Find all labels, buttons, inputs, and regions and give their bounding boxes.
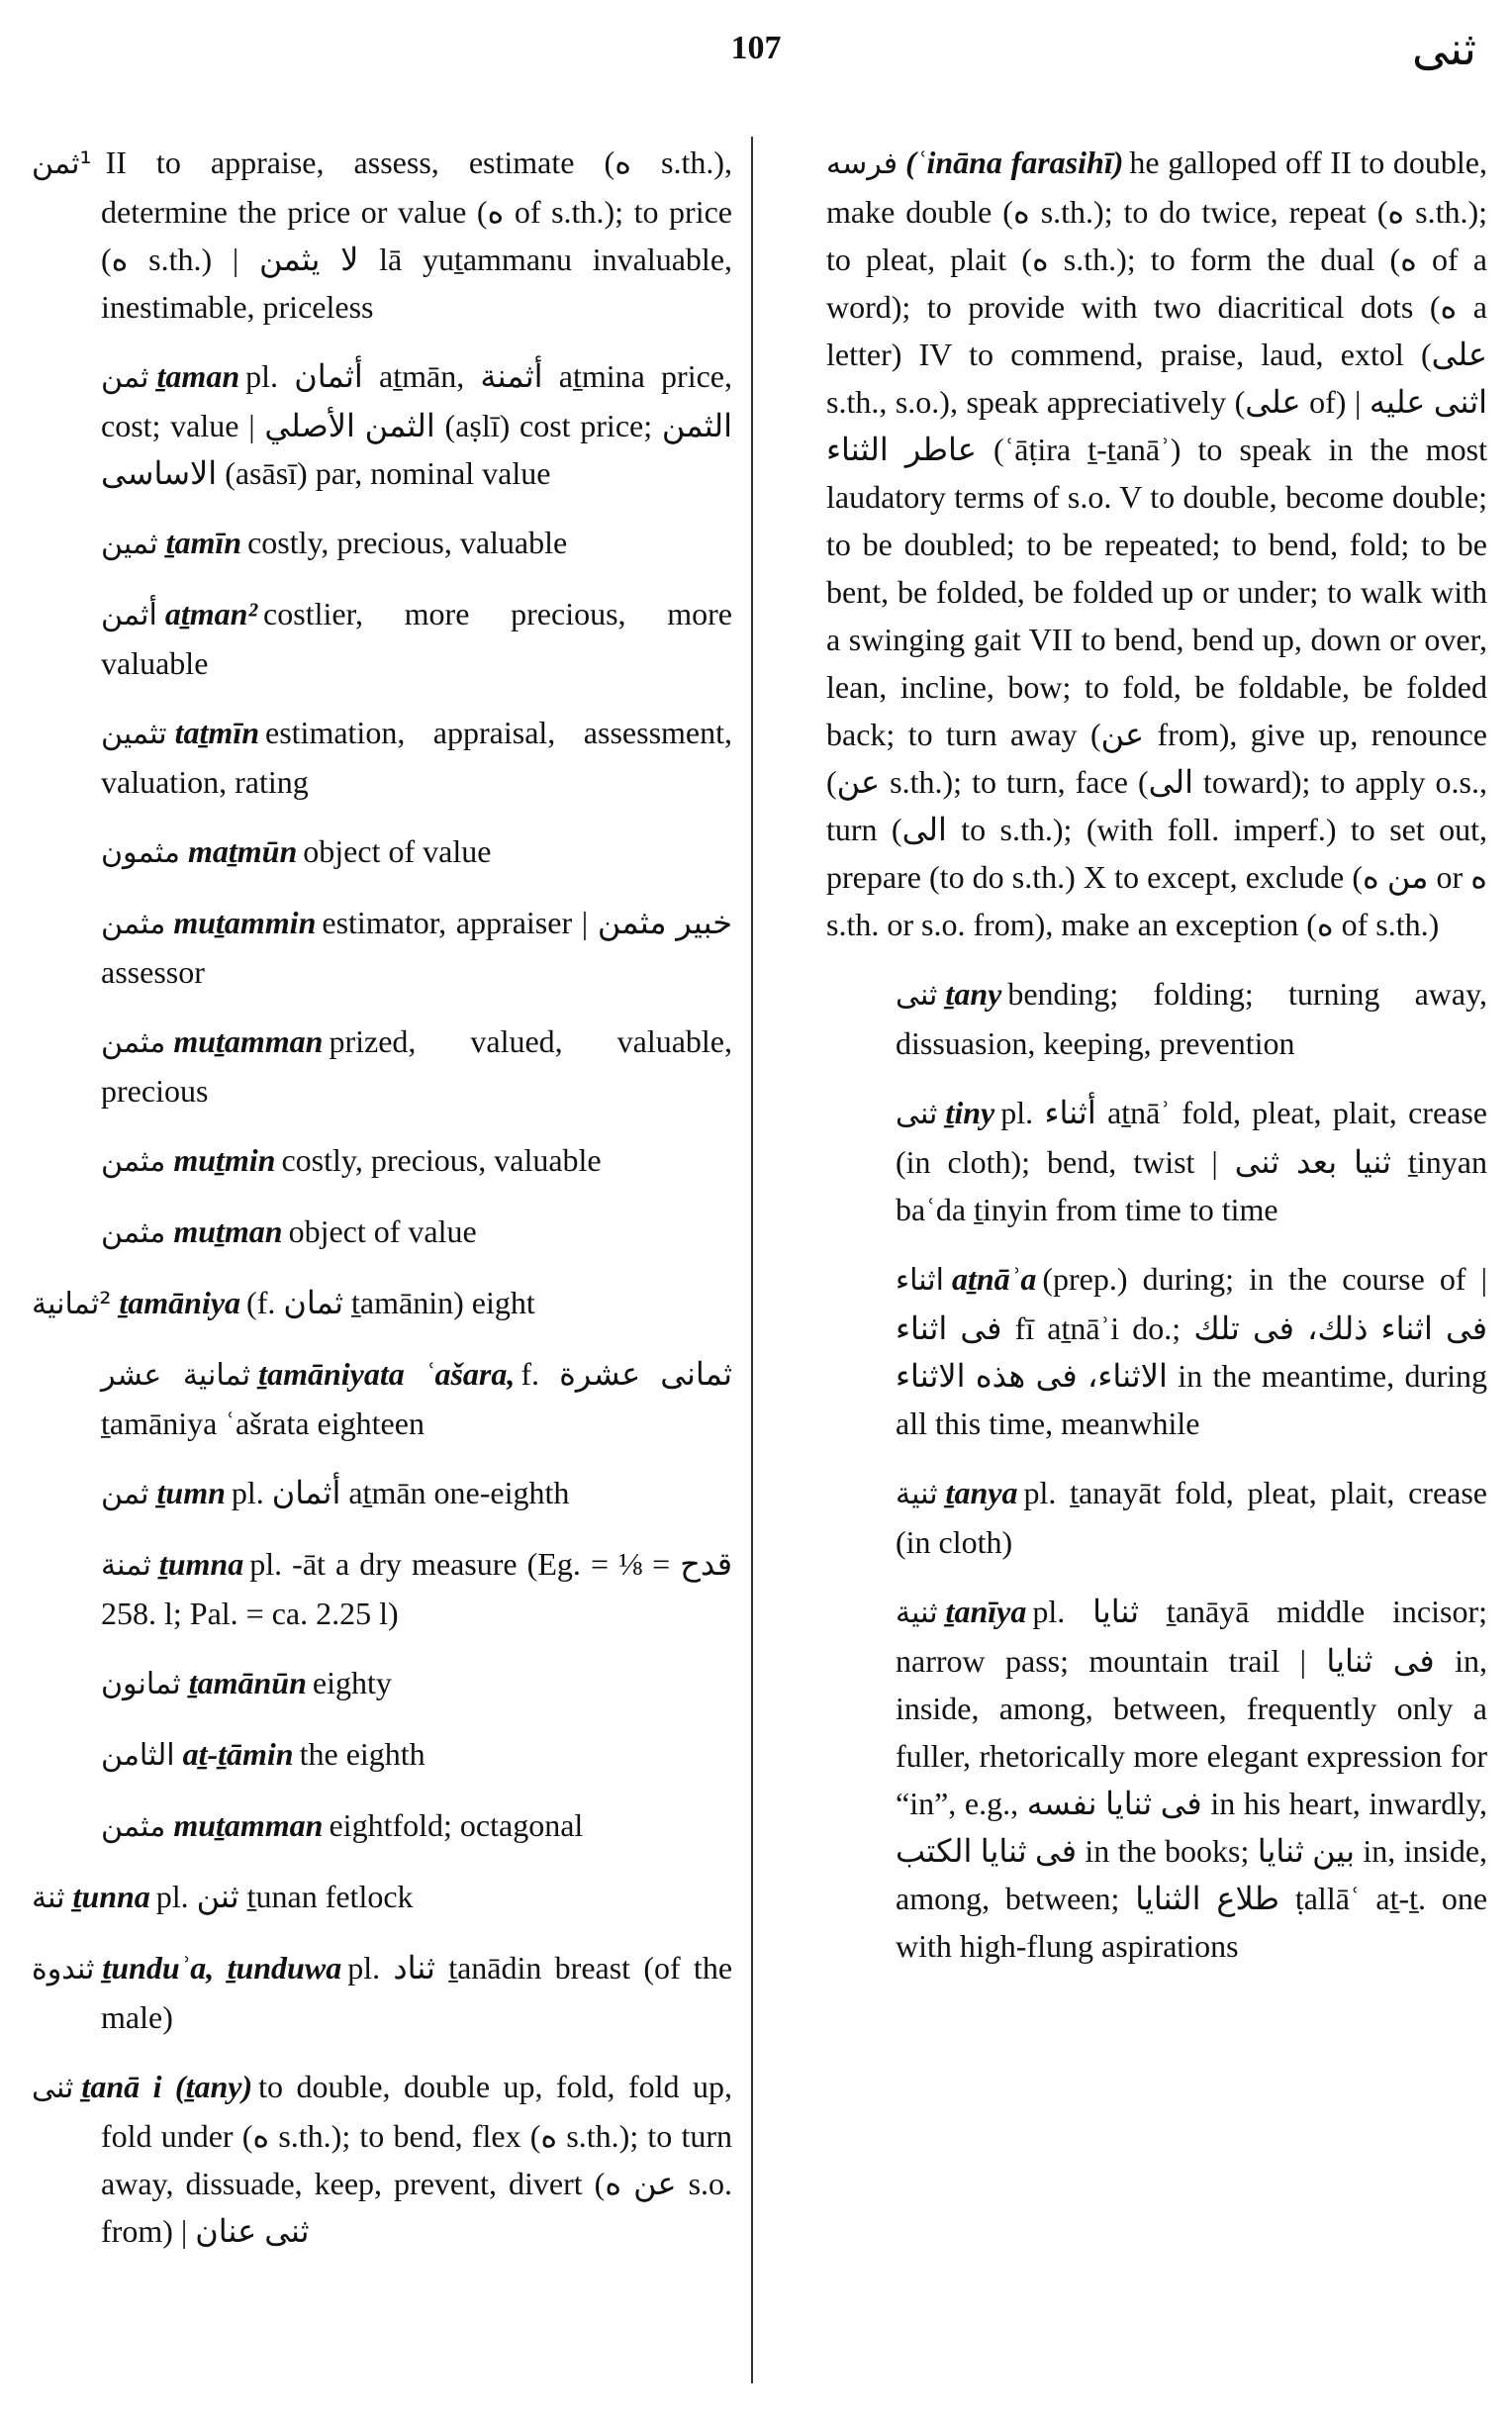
dictionary-entry: [32, 709, 732, 806]
entry-transliteration: ṯunduʾa, ṯunduwa: [102, 1950, 342, 1986]
entry-definition: estimator, appraiser | خبير مثمن assessor: [101, 905, 733, 990]
dictionary-entry: [32, 1469, 732, 1518]
entry-arabic-headword: ثمن: [101, 1477, 149, 1511]
entry-transliteration: muṯmin: [173, 1142, 276, 1178]
entry-definition: f. ثمانى عشرة ṯamāniya ʿašrata eighteen: [101, 1356, 733, 1441]
entry-transliteration: muṯman: [173, 1213, 283, 1249]
dictionary-entry: [826, 139, 1487, 948]
entry-definition: II to appraise, assess, estimate (ه s.th.), determine the price or value (ه of s.th.); to price (ه s.th.) | لا يثمن lā yuṯammanu invaluable, inestimable, priceless: [101, 145, 733, 325]
entry-definition: pl. أثناء aṯnāʾ fold, pleat, plait, crease (in cloth); bend, twist | ثنيا بعد ثنى ṯinyan baʿda ṯinyin from time to time: [896, 1095, 1488, 1227]
entry-transliteration: ṯumna: [158, 1546, 244, 1582]
entry-definition: he galloped off II to double, make double (ه s.th.); to do twice, repeat (ه s.th.); to pleat, plait (ه s.th.); to form the dual (ه of a word); to provide with two diacritical dots (ه a letter) IV to commend, praise, laud, extol (على s.th., s.o.), speak appreciatively (على of) | اثنى عليه عاطر الثناء (ʿāṭira ṯ-ṯanāʾ) to speak in the most laudatory terms of s.o. V to double, become double; to be doubled; to be repeated; to bend, fold; to be bent, be folded, be folded up or under; to walk with a swinging gait VII to bend, bend up, down or over, lean, incline, bow; to fold, be foldable, be folded back; to turn away (عن from), give up, renounce (عن s.th.); to turn, face (الى toward); to apply o.s., turn (الى to s.th.); (with foll. imperf.) to set out, prepare (to do s.th.) X to except, exclude (من ه or ه s.th. or s.o. from), make an exception (ه of s.th.): [826, 145, 1488, 942]
entry-arabic-headword: ثنى: [896, 1097, 938, 1131]
entry-definition: pl. ثناد ṯanādin breast (of the male): [101, 1950, 733, 2035]
entry-definition: pl. ṯanayāt fold, pleat, plait, crease (in cloth): [896, 1475, 1487, 1560]
entry-transliteration: aṯ-ṯāmin: [182, 1736, 294, 1772]
entry-transliteration: ṯanya: [945, 1475, 1018, 1510]
dictionary-entry: [32, 2063, 732, 2255]
entry-definition: the eighth: [299, 1736, 425, 1772]
entry-transliteration: ṯamāniyata ʿašara,: [258, 1356, 516, 1392]
entry-transliteration: ṯanīya: [945, 1594, 1027, 1629]
entry-arabic-headword: مثمن: [101, 1144, 166, 1179]
dictionary-entry: [32, 1017, 732, 1114]
entry-definition: pl. ثنايا ṯanāyā middle incisor; narrow pass; mountain trail | فى ثنايا in, inside, among, between, frequently only a fuller, rhetorically more elegant expression for “in”, e.g., فى ثنايا نفسه in his heart, inwardly, فى ثنايا الكتب in the books; بين ثنايا in, inside, among, between; طلاع الثنايا ṭallāʿ aṯ-ṯ. one with high-flung aspirations: [896, 1594, 1488, 1964]
entry-arabic-headword: فرسه: [826, 146, 898, 181]
entry-transliteration: aṯman²: [164, 596, 258, 631]
dictionary-entry: [32, 1350, 732, 1447]
entry-definition: object of value: [288, 1213, 477, 1249]
entry-arabic-headword: مثمون: [101, 835, 180, 870]
entry-definition: pl. ثنن ṯunan fetlock: [155, 1879, 414, 1914]
entry-arabic-headword: الثامن: [101, 1738, 175, 1773]
dictionary-entry: [32, 1944, 732, 2041]
entry-arabic-headword: أثمن: [101, 598, 157, 632]
entry-transliteration: ṯumn: [156, 1475, 226, 1510]
dictionary-entry: [32, 899, 732, 996]
entry-transliteration: ṯamāniya: [119, 1285, 241, 1320]
entry-transliteration: ṯanā i (ṯany): [81, 2069, 253, 2104]
dictionary-entry: [32, 1208, 732, 1257]
left-column: [32, 139, 732, 2277]
right-column: [826, 139, 1487, 1991]
entry-definition: object of value: [303, 833, 492, 869]
dictionary-entry: [32, 827, 732, 877]
entry-transliteration: ṯiny: [945, 1095, 995, 1130]
entry-transliteration: ṯany: [945, 976, 1002, 1012]
entry-arabic-headword: تثمين: [101, 717, 167, 751]
entry-arabic-headword: مثمن: [101, 907, 166, 941]
dictionary-entry: [32, 1873, 732, 1922]
entry-definition: eightfold; octagonal: [329, 1807, 584, 1843]
entry-transliteration: muṯammin: [173, 905, 317, 940]
entry-transliteration: maṯmūn: [188, 833, 298, 869]
entry-definition: pl. أثمان aṯmān, أثمنة aṯmina price, cost; value | الثمن الأصلي (aṣlī) cost price; الثمن الاساسى (asāsī) par, nominal value: [101, 358, 733, 491]
entry-definition: costly, precious, valuable: [281, 1142, 602, 1178]
dictionary-entry: [32, 1730, 732, 1780]
entry-arabic-headword: مثمن: [101, 1809, 166, 1844]
entry-transliteration: muṯamman: [173, 1807, 324, 1843]
running-head: ثنى: [1411, 22, 1476, 75]
entry-definition: pl. -āt a dry measure (Eg. = ⅛ قدح = .258 l; Pal. = ca. 2.25 l): [101, 1546, 733, 1631]
dictionary-entry: [32, 1136, 732, 1186]
entry-arabic-headword: ثمن: [101, 360, 149, 395]
entry-transliteration: ṯaman: [156, 358, 240, 394]
entry-definition: (prep.) during; in the course of | فى اثناء fī aṯnāʾi do.; فى اثناء ذلك، فى تلك الاثناء، فى هذه الاثناء in the meantime, during all this time, meanwhile: [896, 1261, 1488, 1441]
entry-arabic-headword: مثمن: [101, 1025, 166, 1060]
dictionary-entry: [826, 1255, 1487, 1447]
entry-arabic-headword: ثنة: [32, 1881, 65, 1915]
entry-definition: to double, double up, fold, fold up, fold under (ه s.th.); to bend, flex (ه s.th.); to turn away, dissuade, keep, prevent, divert (عن ه s.o. from) | ثنى عنان: [101, 2069, 733, 2249]
entry-arabic-headword: ثمنة: [101, 1548, 151, 1583]
entry-arabic-headword: ثمانية عشر: [101, 1358, 251, 1393]
dictionary-entry: [32, 1801, 732, 1851]
entry-arabic-headword: مثمن: [101, 1215, 166, 1250]
entry-arabic-headword: ثنى: [32, 2071, 74, 2105]
entry-definition: costly, precious, valuable: [247, 525, 568, 560]
dictionary-entry: [32, 139, 732, 331]
dictionary-entry: [32, 1279, 732, 1328]
dictionary-entry: [826, 1469, 1487, 1566]
dictionary-entry: [826, 970, 1487, 1067]
entry-arabic-headword: ثنى: [896, 978, 938, 1013]
entry-transliteration: (ʿināna farasihī): [905, 145, 1124, 180]
entry-arabic-headword: ثنية: [896, 1477, 938, 1511]
dictionary-entry: [826, 1089, 1487, 1233]
entry-definition: prized, valued, valuable, precious: [101, 1023, 732, 1109]
dictionary-entry: [32, 1659, 732, 1708]
entry-arabic-headword: ثنية: [896, 1596, 938, 1630]
entry-transliteration: aṯnāʾa: [951, 1261, 1037, 1297]
entry-transliteration: ṯamānūn: [188, 1665, 307, 1700]
entry-arabic-headword: ثمانون: [101, 1667, 181, 1701]
entry-transliteration: taṯmīn: [174, 715, 259, 750]
entry-arabic-headword: ¹ثمن: [32, 146, 92, 181]
dictionary-entry: [32, 1540, 732, 1637]
entry-arabic-headword: اثناء: [896, 1263, 944, 1298]
entry-definition: (f. ثمان ṯamānin) eight: [246, 1285, 535, 1320]
entry-definition: costlier, more precious, more valuable: [101, 596, 732, 681]
entry-transliteration: muṯamman: [173, 1023, 324, 1059]
entry-definition: eighty: [312, 1665, 392, 1700]
dictionary-entry: [32, 352, 732, 497]
entry-definition: estimation, appraisal, assessment, valuation, rating: [101, 715, 732, 800]
entry-transliteration: ṯamīn: [165, 525, 242, 560]
entry-transliteration: ṯunna: [72, 1879, 150, 1914]
entry-arabic-headword: ²ثمانية: [32, 1287, 112, 1321]
entry-definition: pl. أثمان aṯmān one-eighth: [231, 1475, 570, 1510]
page-number: 107: [730, 30, 782, 66]
column-divider: [751, 137, 753, 2383]
entry-arabic-headword: ثمين: [101, 527, 158, 561]
dictionary-entry: [32, 519, 732, 568]
dictionary-entry: [826, 1588, 1487, 1970]
dictionary-entry: [32, 590, 732, 687]
entry-definition: bending; folding; turning away, dissuasion, keeping, prevention: [896, 976, 1487, 1061]
entry-arabic-headword: ثندوة: [32, 1952, 95, 1986]
